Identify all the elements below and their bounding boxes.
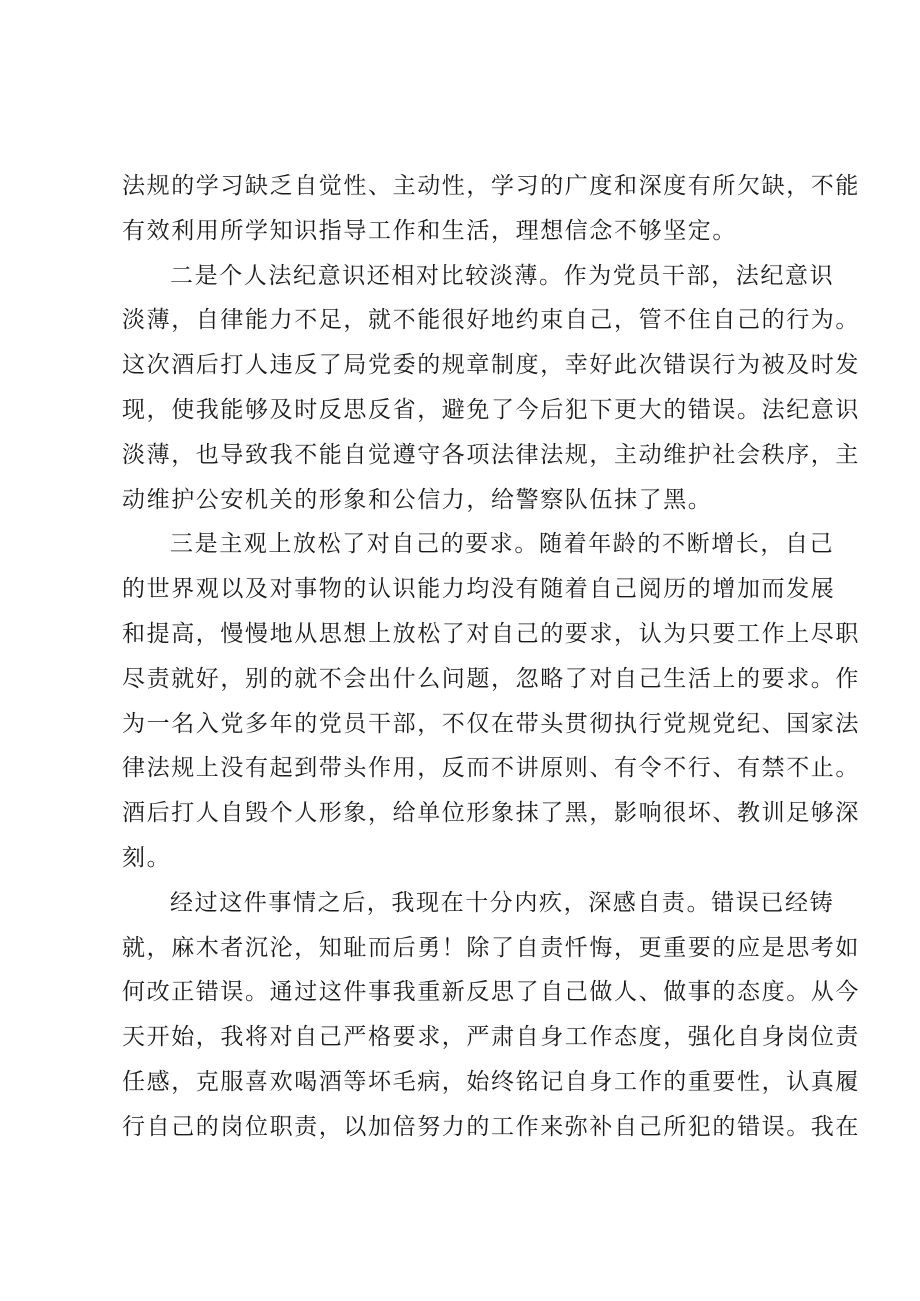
text-line: 现，使我能够及时反思反省，避免了今后犯下更大的错误。法纪意识 [122,396,860,423]
text-line: 就，麻木者沉沦，知耻而后勇！除了自责忏悔，更重要的应是思考如 [122,934,860,961]
text-line: 酒后打人自毁个人形象，给单位形象抹了黑，影响很坏、教训足够深 [122,800,860,827]
text-line: 和提高，慢慢地从思想上放松了对自己的要求，认为只要工作上尽职 [122,620,860,647]
text-line: 淡薄，也导致我不能自觉遵守各项法律法规，主动维护社会秩序，主 [122,441,860,468]
text-line: 二是个人法纪意识还相对比较淡薄。作为党员干部，法纪意识 [170,262,835,289]
text-line: 经过这件事情之后，我现在十分内疚，深感自责。错误已经铸 [170,889,835,916]
text-line: 有效利用所学知识指导工作和生活，理想信念不够坚定。 [122,217,737,244]
text-line: 法规的学习缺乏自觉性、主动性，学习的广度和深度有所欠缺，不能 [122,173,860,199]
text-line: 淡薄，自律能力不足，就不能很好地约束自己，管不住自己的行为。 [122,307,860,334]
text-line: 尽责就好，别的就不会出什么问题，忽略了对自己生活上的要求。作 [122,665,860,692]
text-line: 天开始，我将对自己严格要求，严肃自身工作态度，强化自身岗位责 [122,1024,860,1051]
text-line: 刻。 [122,844,172,871]
text-line: 律法规上没有起到带头作用，反而不讲原则、有令不行、有禁不止。 [122,755,860,782]
text-line: 为一名入党多年的党员干部，不仅在带头贯彻执行党规党纪、国家法 [122,710,860,737]
text-line: 何改正错误。通过这件事我重新反思了自己做人、做事的态度。从今 [122,979,860,1006]
text-line: 动维护公安机关的形象和公信力，给警察队伍抹了黑。 [122,486,713,513]
document-body [122,164,860,1150]
text-line: 三是主观上放松了对自己的要求。随着年龄的不断增长，自己 [170,531,835,558]
text-line: 行自己的岗位职责，以加倍努力的工作来弥补自己所犯的错误。我在 [122,1113,860,1140]
text-line: 任感，克服喜欢喝酒等坏毛病，始终铭记自身工作的重要性，认真履 [122,1068,860,1095]
text-line: 这次酒后打人违反了局党委的规章制度，幸好此次错误行为被及时发 [122,352,860,379]
text-line: 的世界观以及对事物的认识能力均没有随着自己阅历的增加而发展 [122,576,836,603]
